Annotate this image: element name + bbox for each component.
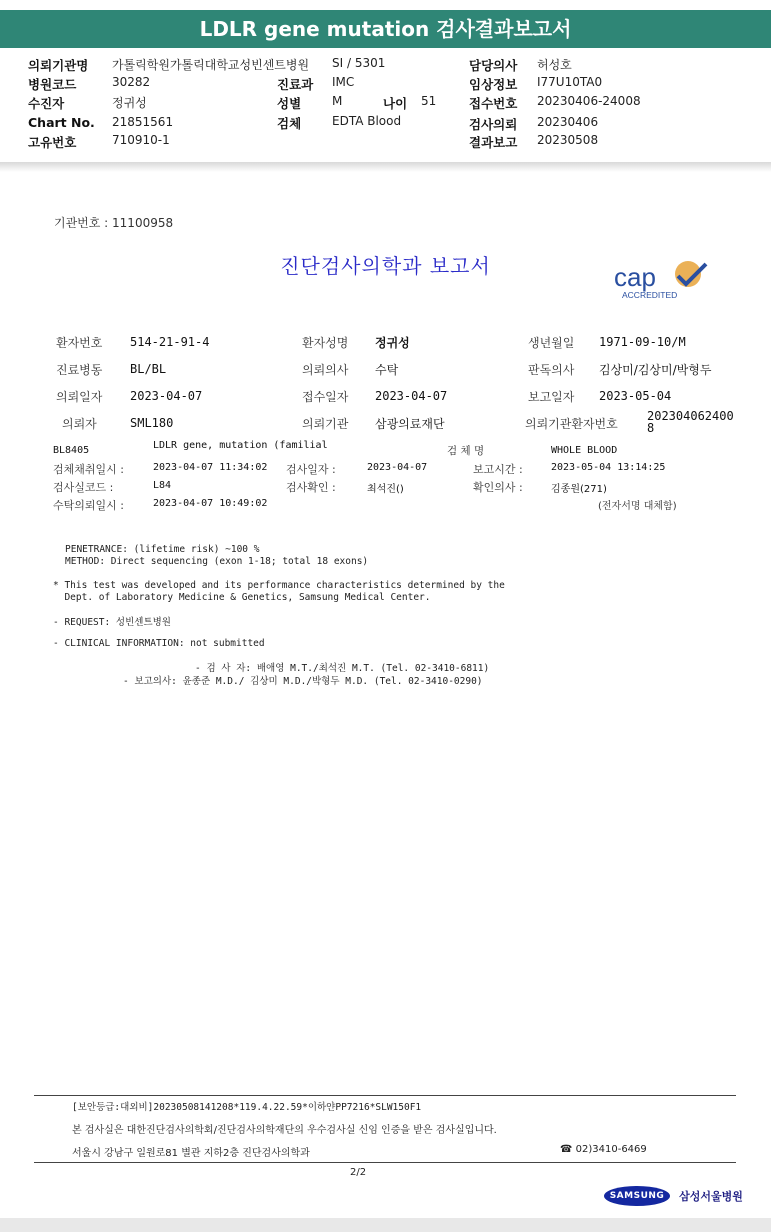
electronic-signature-note: (전자서명 대체함)	[598, 501, 677, 512]
institution-number: 기관번호 : 11100958	[54, 216, 174, 230]
value-test-request: 20230406	[537, 115, 599, 129]
security-line: [보안등급:대외비]20230508141208*119.4.22.59*이하얀PP7216*SLW150F1	[72, 1102, 422, 1113]
value-sex: M	[332, 94, 343, 108]
test-code: BL8405	[53, 445, 90, 456]
report-header	[0, 52, 771, 160]
label-org-patient-number: 의뢰기관환자번호	[525, 417, 618, 431]
value-requester: SML180	[130, 416, 174, 430]
value-patient-number: 514-21-91-4	[130, 335, 210, 349]
value-collection-time: 2023-04-07 11:34:02	[153, 462, 268, 473]
hospital-name: 삼성서울병원	[679, 1189, 743, 1203]
disclaimer-line1: * This test was developed and its performance characteristics determined by the	[53, 580, 505, 591]
cap-accredited-text: ACCREDITED	[622, 290, 678, 300]
value-reading-doctor: 김상미/김상미/박형두	[599, 363, 712, 377]
label-ordering-doctor: 의뢰의사	[302, 363, 349, 377]
value-patient-name: 정귀성	[375, 336, 410, 350]
value-birth-date: 1971-09-10/M	[599, 335, 686, 349]
cap-accredited-logo	[614, 258, 710, 304]
label-patient-number: 환자번호	[56, 336, 103, 350]
label-patient: 수진자	[28, 96, 65, 111]
value-chart-no: 21851561	[112, 115, 174, 129]
label-accession-no: 접수번호	[469, 96, 518, 111]
label-confirm-doctor: 확인의사 :	[473, 481, 523, 494]
request-line: - REQUEST: 성빈센트병원	[53, 617, 171, 628]
value-result-report: 20230508	[537, 133, 599, 147]
value-ordering-doctor: 수탁	[375, 363, 399, 377]
value-request-date: 2023-04-07	[130, 389, 203, 403]
value-accession-no: 20230406-24008	[537, 94, 641, 108]
value-specimen: EDTA Blood	[332, 114, 402, 128]
value-hospital-code: 30282	[112, 75, 151, 89]
label-hospital-code: 병원코드	[28, 77, 77, 92]
label-clinical-info: 임상정보	[469, 77, 518, 92]
value-clinical-info: I77U10TA0	[537, 75, 603, 89]
value-age: 51	[421, 94, 437, 108]
value-test-confirm: 최석진()	[367, 484, 404, 495]
test-name: LDLR gene, mutation (familial	[153, 440, 328, 451]
samsung-hospital-logo	[604, 1185, 743, 1206]
report-heading: 진단검사의학과 보고서	[280, 254, 491, 278]
value-report-date: 2023-05-04	[599, 389, 672, 403]
label-patient-name: 환자성명	[302, 336, 349, 350]
value-report-time: 2023-05-04 13:14:25	[551, 462, 666, 473]
phone-line: ☎ 02)3410-6469	[560, 1144, 647, 1155]
label-test-confirm: 검사확인 :	[286, 481, 336, 494]
bottom-band	[0, 1218, 771, 1232]
value-received-time: 2023-04-07 10:49:02	[153, 498, 268, 509]
label-lab-code: 검사실코드 :	[53, 481, 114, 494]
certification-line: 본 검사실은 대한진단검사의학회/진단검사의학재단의 우수검사실 신임 인증을 받은 검사실입니다.	[72, 1125, 497, 1136]
value-org-patient-number-part1: 202304062400	[647, 409, 734, 423]
value-test-date: 2023-04-07	[367, 462, 428, 473]
value-lab-code: L84	[153, 480, 172, 491]
label-reading-doctor: 판독의사	[528, 363, 575, 377]
label-age: 나이	[383, 96, 408, 111]
disclaimer-line2: Dept. of Laboratory Medicine & Genetics, Samsung Medical Center.	[53, 592, 431, 603]
penetrance-line: PENETRANCE: (lifetime risk) ~100 %	[65, 544, 260, 555]
samsung-logo-icon: SAMSUNG	[604, 1186, 670, 1206]
label-requesting-institution: 의뢰기관명	[28, 58, 89, 73]
footer-top-rule	[34, 1095, 736, 1096]
value-patient: 정귀성	[112, 96, 147, 110]
method-line: METHOD: Direct sequencing (exon 1-18; total 18 exons)	[65, 556, 369, 567]
label-birth-date: 생년월일	[528, 336, 575, 350]
label-test-request: 검사의뢰	[469, 117, 518, 132]
value-requesting-org: 삼광의료재단	[375, 417, 445, 431]
label-report-date: 보고일자	[528, 390, 575, 404]
label-received-time: 수탁의뢰일시 :	[53, 499, 124, 512]
label-collection-time: 검체채취일시 :	[53, 463, 124, 476]
value-org-patient-number-part2: 8	[647, 421, 655, 435]
tester-line: - 검 사 자: 배애영 M.T./최석진 M.T. (Tel. 02-3410-6811)	[195, 663, 490, 674]
label-department: 진료과	[277, 77, 314, 92]
value-ward: BL/BL	[130, 362, 167, 376]
reporting-doctor-line: - 보고의사: 윤종준 M.D./ 김상미 M.D./박형두 M.D. (Tel. 02-3410-0290)	[123, 676, 483, 687]
value-specimen-name: WHOLE BLOOD	[551, 445, 618, 456]
value-requesting-institution: 가톨릭학원가톨릭대학교성빈센트병원	[112, 58, 310, 72]
label-attending-doctor: 담당의사	[469, 58, 518, 73]
header-divider	[0, 162, 771, 172]
label-test-date: 검사일자 :	[286, 463, 336, 476]
label-receipt-date: 접수일자	[302, 390, 349, 404]
cap-text: cap	[614, 262, 656, 292]
value-institution-code: SI / 5301	[332, 56, 386, 70]
label-sex: 성별	[277, 96, 302, 111]
value-receipt-date: 2023-04-07	[375, 389, 448, 403]
label-report-time: 보고시간 :	[473, 463, 523, 476]
label-ward: 진료병동	[56, 363, 103, 377]
report-title-bar: LDLR gene mutation 검사결과보고서	[0, 10, 771, 48]
address-line: 서울시 강남구 일원로81 별관 지하2층 진단검사의학과	[72, 1148, 310, 1159]
label-unique-no: 고유번호	[28, 135, 77, 150]
footer-bottom-rule	[34, 1162, 736, 1163]
label-result-report: 결과보고	[469, 135, 518, 150]
clinical-info-line: - CLINICAL INFORMATION: not submitted	[53, 638, 265, 649]
label-request-date: 의뢰일자	[56, 390, 103, 404]
label-requester: 의뢰자	[62, 417, 97, 431]
value-attending-doctor: 허성호	[537, 58, 572, 72]
label-specimen: 검체	[277, 116, 302, 131]
label-requesting-org: 의뢰기관	[302, 417, 349, 431]
label-specimen-name: 검 체 명	[447, 445, 485, 457]
label-chart-no: Chart No.	[28, 115, 95, 130]
value-unique-no: 710910-1	[112, 133, 170, 147]
value-confirm-doctor: 김종원(271)	[551, 484, 607, 495]
page-number: 2/2	[350, 1167, 367, 1178]
value-department: IMC	[332, 75, 355, 89]
